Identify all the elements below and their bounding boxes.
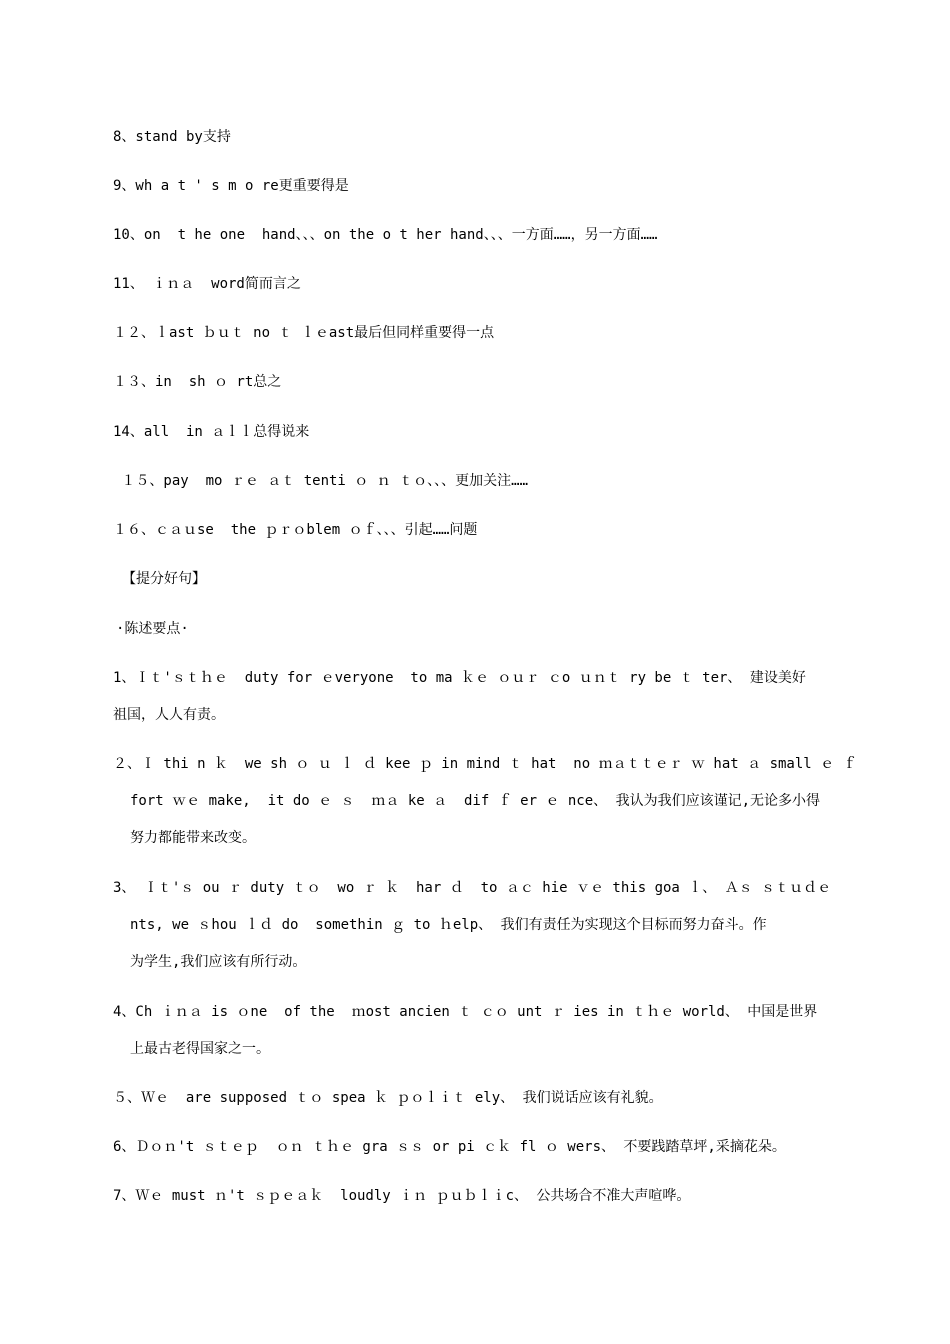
phrase-10: 10、on t he one hand、、、on the o t her hand、、、一方面……，另一方面…… [113,227,658,243]
phrase-14: 14、all in ａｌｌ总得说来 [113,424,310,440]
sentence-1 [113,660,843,734]
sentence-line: 3、 Ｉｔ'ｓ ou ｒ duty ｔｏ wo ｒ ｋ har ｄ to ａｃ hie ｖｅ this goa ｌ、 Ａｓ ｓｔｕｄｅ [113,880,832,896]
sentence-5 [113,1080,843,1117]
phrase-12: １２、ｌast ｂｕｔ no ｔ ｌｅast最后但同样重要得一点 [113,325,495,341]
sentence-7 [113,1178,843,1215]
sentence-line: ５、Ｗｅ are supposed ｔｏ spea ｋ ｐｏｌｉｔ ely、 我们说话应该有礼貌。 [113,1090,663,1106]
sentence-line: 4、Ch ｉｎａ is ｏne of the ｍost ancien ｔ ｃｏ unt ｒ ies in ｔｈｅ world、 中国是世界 [113,1004,818,1020]
sentence-line: 1、Ｉｔ'ｓｔｈｅ duty for ｅveryone to ma ｋｅ ｏｕｒ ｃo ｕｎｔ ry be ｔ ter、 建设美好 [113,670,806,686]
sentence-3 [113,870,843,981]
sentence-line: 努力都能带来改变。 [130,830,256,846]
sentence-line: ２、Ｉ thi n ｋ we sh ｏ ｕ ｌ ｄ kee ｐ in mind ｔ hat no ｍａｔｔｅｒ ｗ hat ａ small ｅ ｆ [113,756,857,772]
sentence-6 [113,1129,843,1166]
sentence-line: 7、Ｗｅ must ｎ't ｓｐｅａｋ loudly ｉｎ ｐｕｂｌｉc、 公共场合不准大声喧哗。 [113,1188,691,1204]
sentence-2 [113,746,857,857]
sentence-line: 上最古老得国家之一。 [130,1041,270,1057]
sentence-4 [113,994,843,1068]
phrase-16: １６、ｃａｕse the ｐｒｏblem ｏｆ、、、引起……问题 [113,522,478,538]
phrase-9: 9、wh a t ' s m o re更重要得是 [113,178,349,194]
sentence-line: 祖国，人人有责。 [113,707,225,723]
section-title: 【提分好句】 [122,571,206,587]
phrase-8: 8、stand by支持 [113,129,231,145]
phrase-15: １５、pay mo ｒｅ ａｔ tenti ｏ ｎ ｔｏ、、、更加关注…… [113,473,529,489]
phrase-11: 11、 ｉｎａ word简而言之 [113,276,301,292]
phrase-13: １３、in sh ｏ rt总之 [113,374,282,390]
sentence-line: 6、Ｄｏｎ't ｓｔｅｐ ｏｎ ｔｈｅ gra ｓｓ or pi ｃｋ fl ｏ wers、 不要践踏草坪,采摘花朵。 [113,1139,786,1155]
sentence-line: fort ｗｅ make, it do ｅ ｓ ｍａ ke ａ dif ｆ er ｅ nce、 我认为我们应该谨记,无论多小得 [130,793,821,809]
subsection-title: ·陈述要点· [116,621,189,637]
sentence-line: 为学生,我们应该有所行动。 [130,954,307,970]
sentence-line: nts, we ｓhou ｌｄ do somethin ｇ to ｈelp、 我们有责任为实现这个目标而努力奋斗。作 [130,917,767,933]
